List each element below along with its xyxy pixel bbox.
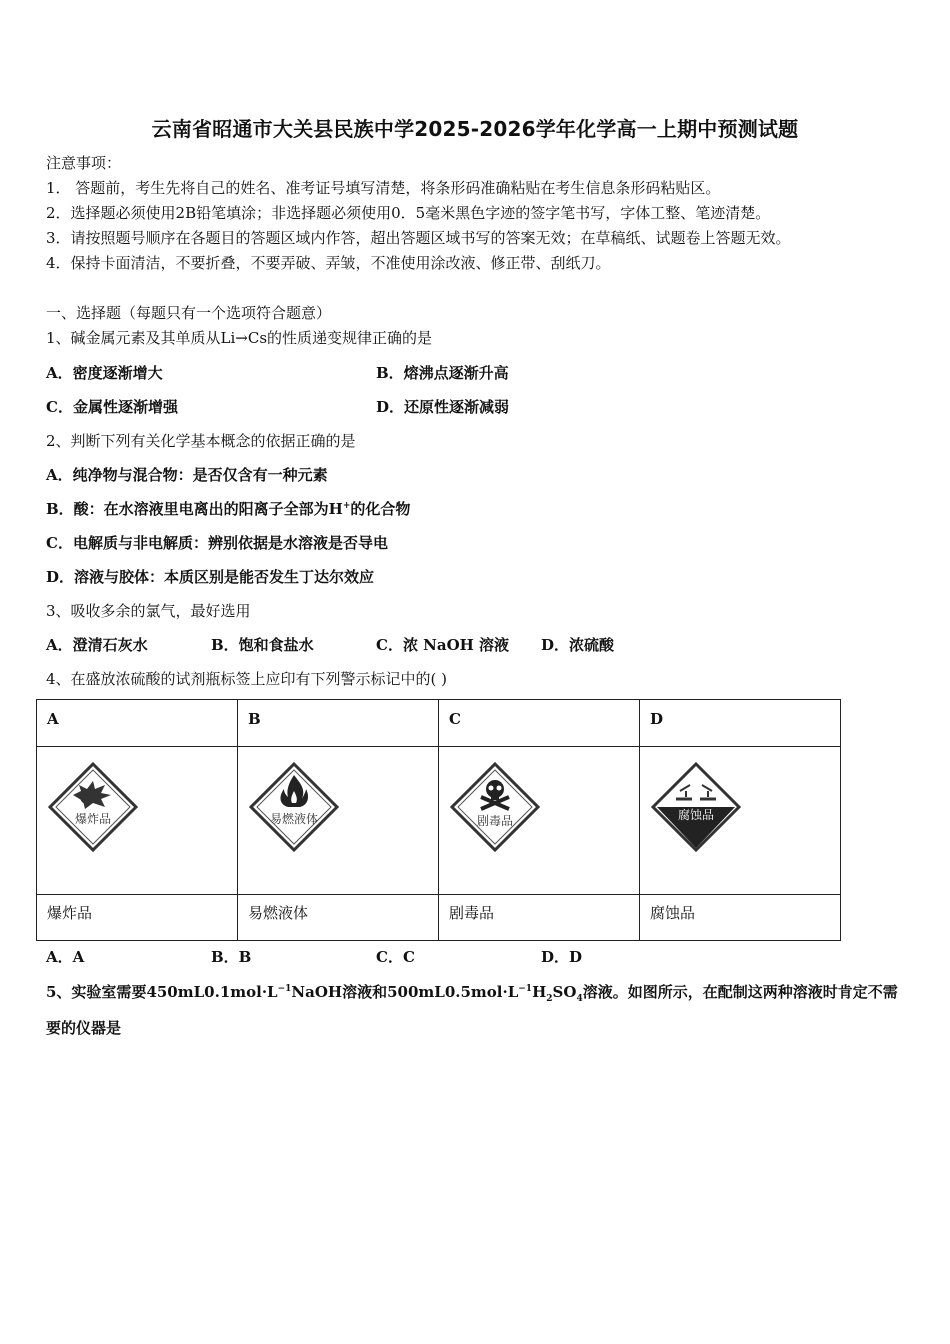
q3-option-c: C．浓 NaOH 溶液 [376,636,510,654]
table-label-a: 爆炸品 [37,895,238,941]
q1-option-c: C．金属性逐渐增强 [46,398,178,416]
page-title: 云南省昭通市大关县民族中学2025-2026学年化学高一上期中预测试题 [151,117,799,141]
corrosive-sign-icon [650,761,742,853]
table-header-d: D [640,700,841,747]
table-label-b: 易燃液体 [238,895,439,941]
question-3-stem: 3、吸收多余的氯气，最好选用 [46,602,251,620]
q2-option-a: A．纯净物与混合物：是否仅含有一种元素 [46,466,328,484]
q3-option-d: D．浓硫酸 [541,636,615,654]
q4-option-d: D．D [541,948,583,966]
q4-option-b: B．B [211,948,252,966]
q2-option-b: B．酸：在水溶液里电离出的阳离子全部为H+的化合物 [46,500,411,518]
q1-option-a: A．密度逐渐增大 [46,364,163,382]
toxic-sign-icon [449,761,541,853]
flammable-sign-icon [248,761,340,853]
question-5-stem-line2: 要的仪器是 [46,1019,122,1037]
notice-item: 4．保持卡面清洁，不要折叠，不要弄破、弄皱，不准使用涂改液、修正带、刮纸刀。 [46,254,611,272]
sign-cell-flammable [238,747,439,895]
notice-item: 1． 答题前，考生先将自己的姓名、准考证号填写清楚，将条形码准确粘贴在考生信息条形码粘贴区。 [46,179,721,197]
table-header-a: A [37,700,238,747]
section-heading: 一、选择题（每题只有一个选项符合题意） [46,304,332,322]
sign-cell-toxic [439,747,640,895]
sign-text: 剧毒品 [476,814,514,828]
question-4-stem: 4、在盛放浓硫酸的试剂瓶标签上应印有下列警示标记中的( ) [46,670,448,688]
table-header-b: B [238,700,439,747]
q2-option-d: D．溶液与胶体：本质区别是能否发生丁达尔效应 [46,568,375,586]
q4-option-a: A．A [46,948,85,966]
sign-text: 爆炸品 [74,812,112,826]
q3-option-b: B．饱和食盐水 [211,636,314,654]
notice-heading: 注意事项： [46,154,122,172]
notice-item: 3．请按照题号顺序在各题目的答题区域内作答，超出答题区域书写的答案无效；在草稿纸、试题卷上答题无效。 [46,229,791,247]
sign-text: 易燃液体 [269,812,319,826]
question-5-stem: 5、实验室需要$450mL0.1mol\cdot L^{-1}NaOH$溶液和$500mL0.5mol\cdot L^{-1}H_2SO_4$溶液。如图所示，在配制这两种溶液时肯定不需 [46,983,898,1004]
table-header-c: C [439,700,640,747]
sign-cell-explosive [37,747,238,895]
warning-sign-table [36,699,841,941]
sign-cell-corrosive [640,747,841,895]
table-label-d: 腐蚀品 [640,895,841,941]
question-2-stem: 2、判断下列有关化学基本概念的依据正确的是 [46,432,356,450]
q1-option-b: B．熔沸点逐渐升高 [376,364,509,382]
question-1-stem: 1、碱金属元素及其单质从Li→Cs的性质递变规律正确的是 [46,329,433,347]
sign-text: 腐蚀品 [677,808,715,822]
explosive-sign-icon [47,761,139,853]
q4-option-c: C．C [376,948,415,966]
notice-item: 2．选择题必须使用2B铅笔填涂；非选择题必须使用0．5毫米黑色字迹的签字笔书写，字体工整、笔迹清楚。 [46,204,771,222]
q1-option-d: D．还原性逐渐减弱 [376,398,510,416]
table-label-c: 剧毒品 [439,895,640,941]
q3-option-a: A．澄清石灰水 [46,636,148,654]
q2-option-c: C．电解质与非电解质：辨别依据是水溶液是否导电 [46,534,388,552]
